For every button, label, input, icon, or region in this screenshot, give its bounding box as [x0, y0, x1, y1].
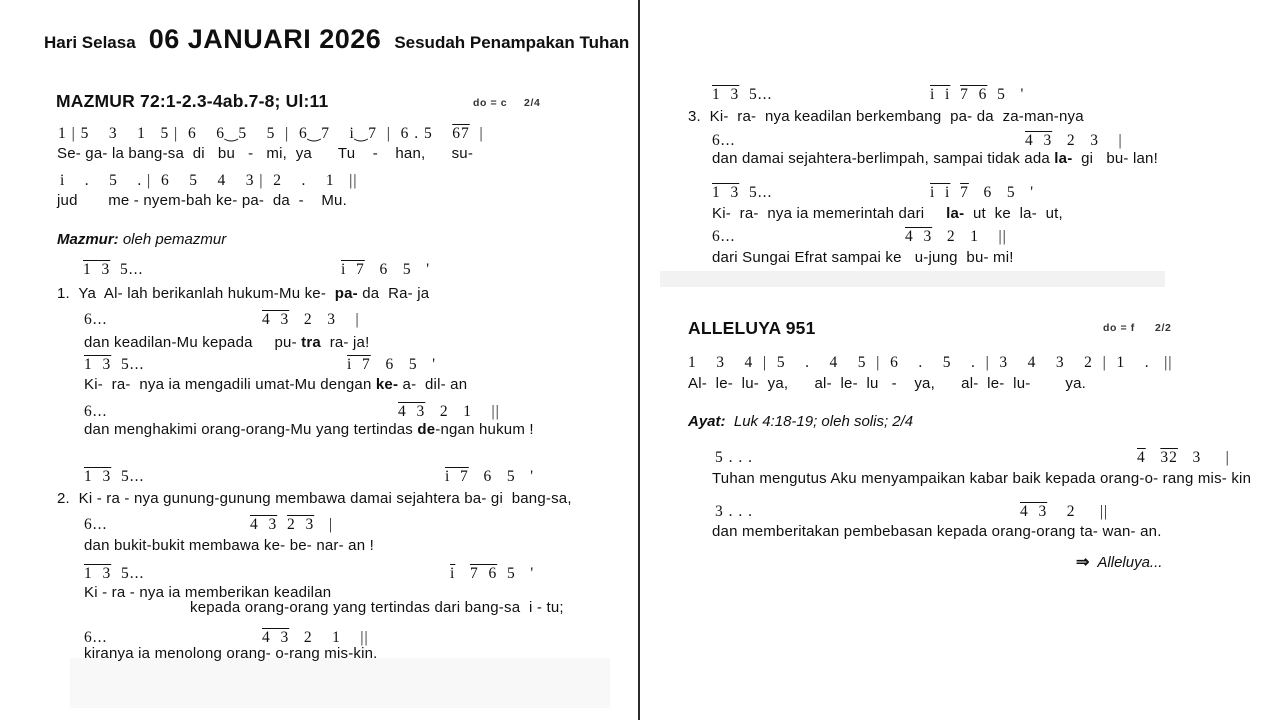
- lyric-text: da Ra- ja: [357, 285, 430, 302]
- lyric-line: [84, 645, 378, 662]
- lyric-text: 3. Ki- ra- nya keadilan berkembang pa- da za-man-nya: [688, 108, 1084, 125]
- notation-right: i 7 6 5 ': [341, 261, 430, 278]
- lyric-text: Ki- ra- nya ia mengadili umat-Mu dengan: [84, 376, 376, 393]
- notation-left: 5 . . .: [715, 449, 753, 466]
- notation-left: 1 3 5...: [83, 261, 144, 278]
- ayat-label-sep: [726, 413, 734, 430]
- time-signature: 2/2: [1155, 322, 1172, 334]
- lyric-text: dan damai sejahtera-berlimpah, sampai tidak ada: [712, 150, 1055, 167]
- psalmist-label-value: oleh pemazmur: [122, 231, 227, 248]
- notation-line: [712, 132, 1172, 150]
- lyric-line: [712, 249, 1014, 266]
- lyric-accent: pa-: [334, 285, 358, 302]
- notation-line: [83, 261, 543, 279]
- time-signature: 2/4: [524, 97, 541, 109]
- notation-left: 6...: [712, 132, 736, 149]
- notation-left: 1 3 5...: [84, 356, 145, 373]
- key-signature: do = c: [473, 97, 508, 109]
- notation-right: 4 3 2 3 |: [262, 311, 360, 328]
- lyric-text: gi bu- lan!: [1072, 150, 1158, 167]
- notation-left: 1 3 5...: [712, 184, 773, 201]
- notation-line: [712, 184, 1142, 202]
- notation-right: i i 7 6 5 ': [930, 86, 1025, 103]
- scan-shading: [660, 271, 1165, 287]
- lyric-text: ut ke la- ut,: [964, 205, 1063, 222]
- notation-left: 6...: [712, 228, 736, 245]
- refrain-notation: 1 | 5 3 1 5 | 6 6‿5 5 | 6‿7 i‿7 | 6 . 5 67 |: [58, 125, 484, 142]
- lyric-line: [84, 334, 369, 351]
- closing-alleluya: Alleluya...: [1097, 554, 1163, 571]
- lyric-accent: tra: [301, 334, 321, 351]
- notation-left: 1 3 5...: [84, 468, 145, 485]
- column-divider: [638, 0, 640, 720]
- page-header: [44, 24, 629, 55]
- header-season: Sesudah Penampakan Tuhan: [394, 33, 630, 52]
- notation-left: 3 . . .: [715, 503, 753, 520]
- psalm-title: MAZMUR 72:1-2.3-4ab.7-8; Ul:11: [56, 91, 329, 111]
- lyric-line: [688, 108, 1084, 125]
- ayat-label: [688, 413, 913, 430]
- double-arrow-icon: ⇒: [1076, 554, 1090, 571]
- lyric-line: [84, 376, 467, 393]
- notation-right: i i 7 6 5 ': [930, 184, 1035, 201]
- notation-line: [84, 516, 544, 534]
- notation-line: [712, 86, 1142, 104]
- lyric-line: [84, 421, 534, 438]
- notation-left: 6...: [84, 311, 108, 328]
- notation-line: [84, 565, 574, 583]
- lyric-text: kiranya ia menolong orang- o-rang mis-kin.: [84, 645, 378, 662]
- lyric-text: Tuhan mengutus Aku menyampaikan kabar baik kepada orang-o- rang mis- kin: [712, 470, 1252, 487]
- header-date: 06 JANUARI 2026: [148, 24, 382, 54]
- lyric-line: [712, 523, 1162, 540]
- lyric-text: -ngan hukum !: [435, 421, 534, 438]
- ayat-label-title: Ayat:: [688, 413, 726, 430]
- notation-right: 4 3 2 3 |: [1025, 132, 1123, 149]
- lyric-text: 1. Ya Al- lah berikanlah hukum-Mu ke-: [57, 285, 335, 302]
- key-signature: do = f: [1103, 322, 1135, 334]
- notation-right: $\overline{i}$ 7 6 5 ': [450, 565, 535, 582]
- notation-left: 6...: [84, 516, 108, 533]
- lyric-text: a- dil- an: [398, 376, 468, 393]
- lyric-line: [57, 285, 429, 302]
- notation-right: 4 3 2 ||: [1020, 503, 1109, 520]
- lyric-accent: de: [417, 421, 436, 438]
- lyric-accent: la-: [946, 205, 965, 222]
- scan-shading: [70, 658, 610, 708]
- notation-line: [84, 311, 544, 329]
- alleluya-notation: 1 3 4 | 5 . 4 5 | 6 . 5 . | 3 4 3 2 | 1 . ||: [688, 354, 1173, 371]
- lyric-text: dan bukit-bukit membawa ke- be- nar- an !: [84, 537, 374, 554]
- ayat-reference: Luk 4:18-19; oleh solis; 2/4: [733, 413, 914, 430]
- lyric-text: Ki- ra- nya ia memerintah dari: [712, 205, 947, 222]
- notation-right: 4 3 2 3 |: [250, 516, 333, 533]
- notation-left: 1 3 5...: [712, 86, 773, 103]
- notation-right: i 7 6 5 ': [347, 356, 436, 373]
- lyric-line: [712, 205, 1063, 222]
- notation-line: [84, 403, 564, 421]
- notation-right: i 7 6 5 ': [445, 468, 534, 485]
- notation-line: [712, 228, 1142, 246]
- lyric-line: [712, 470, 1251, 487]
- header-day: Hari Selasa: [44, 33, 136, 52]
- notation-line: [715, 503, 1175, 521]
- notation-left: 6...: [84, 403, 108, 420]
- notation-left: 6...: [84, 629, 108, 646]
- refrain-lyrics: jud me - nyem-bah ke- pa- da - Mu.: [57, 192, 347, 209]
- lyric-text: dan memberitakan pembebasan kepada orang-orang ta- wan- an.: [712, 523, 1162, 540]
- psalmist-label-title: Mazmur:: [57, 231, 119, 248]
- lyric-text: ra- ja!: [320, 334, 370, 351]
- notation-line: [84, 468, 574, 486]
- alleluya-lyrics: Al- le- lu- ya, al- le- lu - ya, al- le- lu- ya.: [688, 375, 1086, 392]
- refrain-lyrics: Se- ga- la bang-sa di bu - mi, ya Tu - han, su-: [57, 145, 474, 162]
- notation-line: [715, 449, 1235, 467]
- notation-left: 1 3 5...: [84, 565, 145, 582]
- lyric-line: kepada orang-orang yang tertindas dari bang-sa i - tu;: [190, 599, 564, 616]
- psalmist-label: [57, 231, 226, 248]
- lyric-line: [84, 537, 374, 554]
- closing-line: [1076, 552, 1162, 572]
- alleluya-title: ALLELUYA 951: [688, 318, 816, 338]
- lyric-line: [712, 150, 1158, 167]
- notation-line: [84, 356, 544, 374]
- lyric-text: dari Sungai Efrat sampai ke u-jung bu- mi!: [712, 249, 1014, 266]
- refrain-notation: i . 5 . | 6 5 4 3 | 2 . 1 ||: [60, 172, 358, 189]
- lyric-text: dan menghakimi orang-orang-Mu yang tertindas: [84, 421, 418, 438]
- lyric-text: Ki - ra - nya ia memberikan keadilan: [84, 584, 332, 601]
- lyric-accent: ke-: [375, 376, 399, 393]
- notation-right: 4 3 2 1 ||: [262, 629, 369, 646]
- lyric-accent: la-: [1054, 150, 1073, 167]
- lyric-line: [57, 490, 572, 507]
- lyric-text: 2. Ki - ra - nya gunung-gunung membawa damai sejahtera ba- gi bang-sa,: [57, 490, 572, 507]
- notation-right: 4 3 2 1 ||: [398, 403, 500, 420]
- notation-right: 4 32 3 |: [1137, 449, 1230, 466]
- notation-right: 4 3 2 1 ||: [905, 228, 1007, 245]
- lyric-text: dan keadilan-Mu kepada pu-: [84, 334, 302, 351]
